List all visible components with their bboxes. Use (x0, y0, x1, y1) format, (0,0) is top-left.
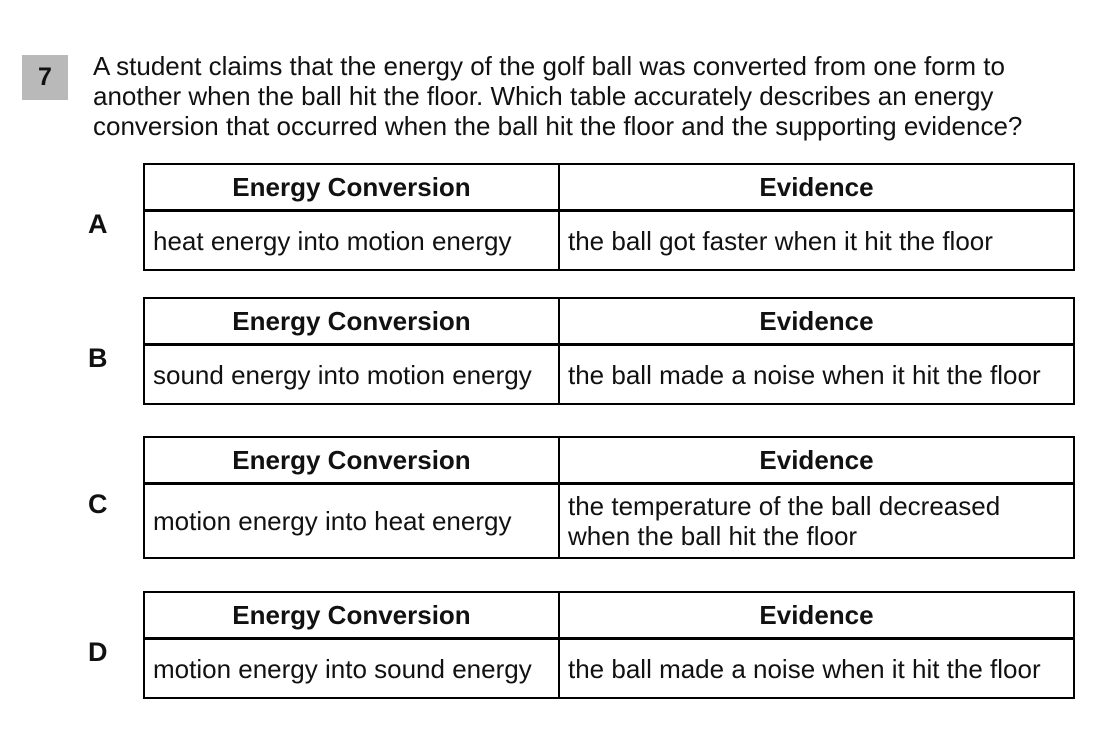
table-header-row (144, 437, 1074, 484)
header-cell-evidence: Evidence (559, 592, 1074, 639)
option-c-table (143, 436, 1075, 559)
option-a-label: A (88, 208, 108, 239)
table-row (144, 211, 1074, 271)
cell-energy-conversion: heat energy into motion energy (144, 211, 559, 271)
table-header-row (144, 298, 1074, 345)
question-text: A student claims that the energy of the golf ball was converted from one form to another when the ball hit the floor. Which table accurately describes an energy conversion that occurred when the ball hit the floor and the supporting evidence? (93, 51, 1023, 141)
option-a-table (143, 163, 1075, 271)
option-c-label: C (88, 489, 108, 519)
table-row (144, 345, 1074, 405)
header-cell-evidence: Evidence (559, 437, 1074, 484)
cell-energy-conversion: sound energy into motion energy (144, 345, 559, 405)
header-cell-evidence: Evidence (559, 164, 1074, 211)
question-number: 7 (38, 63, 52, 91)
header-cell-energy-conversion: Energy Conversion (144, 164, 559, 211)
cell-energy-conversion: motion energy into sound energy (144, 639, 559, 699)
header-cell-energy-conversion: Energy Conversion (144, 592, 559, 639)
option-d (88, 591, 1075, 699)
question-block (22, 51, 1041, 141)
table-row (144, 484, 1074, 559)
option-b-label: B (88, 342, 108, 373)
cell-evidence: the ball got faster when it hit the floor (559, 211, 1074, 271)
table-header-row (144, 164, 1074, 211)
option-b-table (143, 297, 1075, 405)
question-number-box (22, 55, 68, 100)
table-header-row (144, 592, 1074, 639)
cell-energy-conversion: motion energy into heat energy (144, 484, 559, 559)
option-a (88, 163, 1075, 271)
cell-evidence: the temperature of the ball decreased when the ball hit the floor (559, 484, 1074, 559)
header-cell-evidence: Evidence (559, 298, 1074, 345)
header-cell-energy-conversion: Energy Conversion (144, 298, 559, 345)
option-c (88, 436, 1075, 559)
option-b (88, 297, 1075, 405)
cell-evidence: the ball made a noise when it hit the floor (559, 639, 1074, 699)
table-row (144, 639, 1074, 699)
option-d-table (143, 591, 1075, 699)
cell-evidence: the ball made a noise when it hit the floor (559, 345, 1074, 405)
option-d-label: D (88, 636, 108, 667)
header-cell-energy-conversion: Energy Conversion (144, 437, 559, 484)
